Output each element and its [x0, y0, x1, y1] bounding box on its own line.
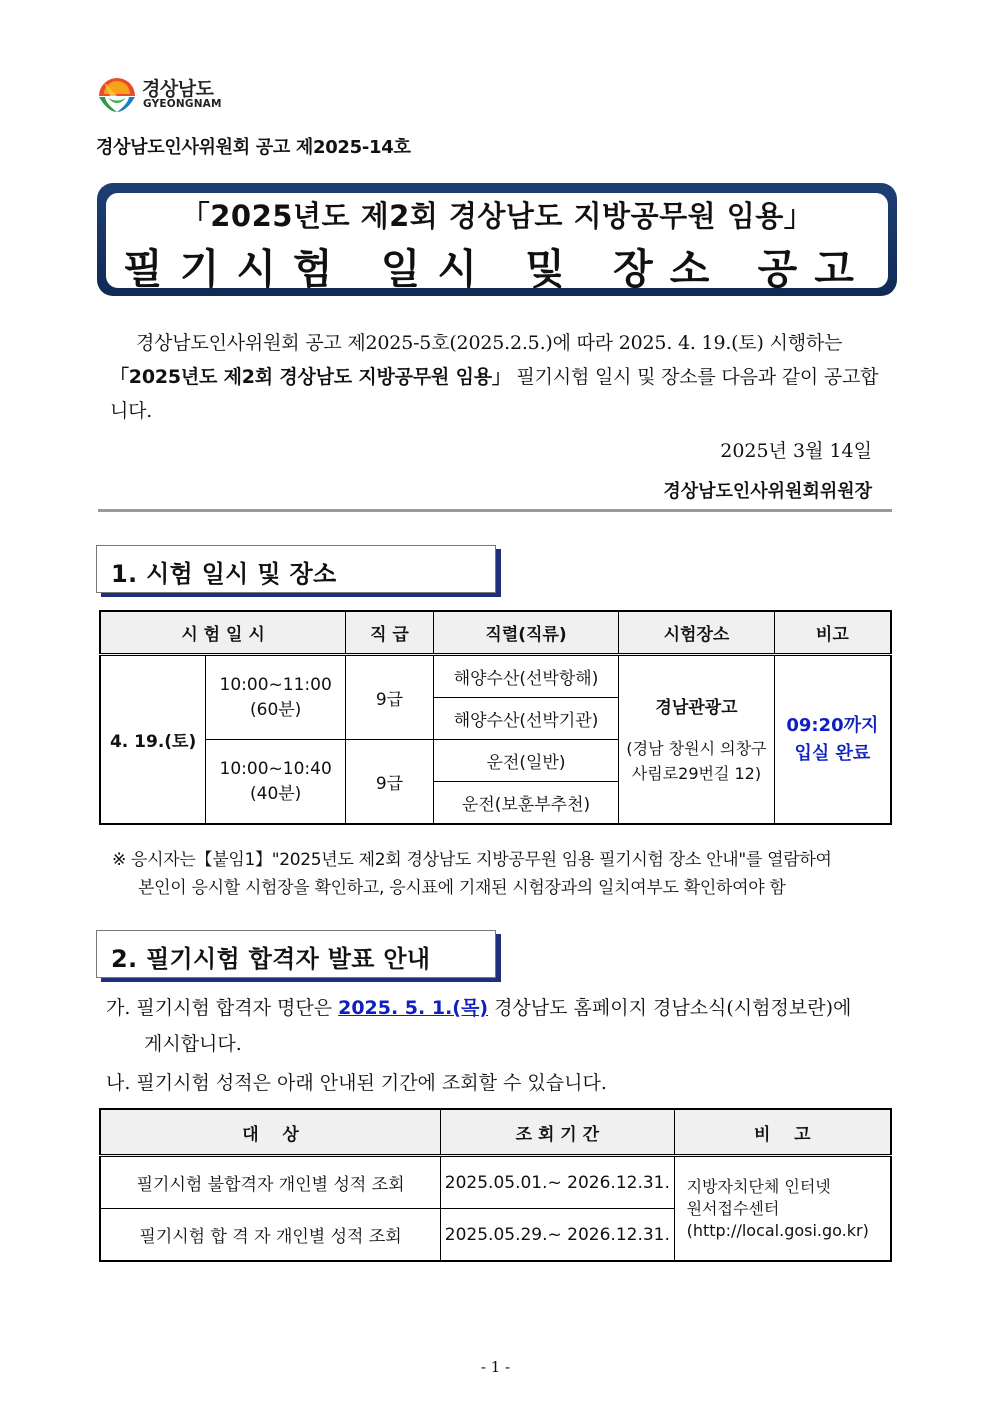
score-inquiry-table: [99, 1108, 892, 1262]
exam-grade: 9급: [346, 655, 434, 740]
item-ga: [106, 990, 896, 1062]
intro-text-1: 경상남도인사위원회 공고 제2025-5호(2025.2.5.)에 따라 2025. 4. 19.(토) 시행하는: [136, 332, 843, 354]
table-header-row: [100, 611, 891, 655]
header-remark: 비고: [774, 611, 891, 655]
item-ga-prefix: 가. 필기시험 합격자 명단은: [106, 997, 339, 1019]
venue-name: 경남관광고: [655, 698, 738, 718]
table-row: [100, 1156, 891, 1209]
signer: 경상남도인사위원회위원장: [663, 481, 872, 502]
inquiry-target: 필기시험 불합격자 개인별 성적 조회: [100, 1156, 441, 1209]
page-subtitle: 「2025년도 제2회 경상남도 지방공무원 임용」: [180, 199, 814, 233]
inquiry-period: 2025.05.29.~ 2026.12.31.: [441, 1209, 674, 1262]
item-ga-line-2: 게시합니다.: [144, 1033, 242, 1055]
exam-schedule-table: [99, 610, 892, 825]
gyeongnam-logo: [96, 72, 226, 118]
note-line-2: 본인이 응시할 시험장을 확인하고, 응시표에 기재된 시험장과의 일치여부도 확인하여야 함: [138, 878, 786, 898]
inquiry-remark-cell: [674, 1156, 891, 1262]
exam-time: 10:00~11:00: [219, 674, 332, 695]
exam-duration: (40분): [250, 783, 302, 804]
header-period: 조 회 기 간: [441, 1109, 674, 1156]
logo-english-text: GYEONGNAM: [143, 98, 222, 110]
note-line-1: ※ 응시자는【붙임1】"2025년도 제2회 경상남도 지방공무원 임용 필기시험 장소 안내"를 열람하여: [112, 850, 832, 870]
exam-duration: (60분): [250, 699, 302, 720]
header-exam-datetime: 시 험 일 시: [100, 611, 346, 655]
exam-time-cell: [206, 655, 346, 740]
exam-venue-cell: [619, 655, 775, 825]
remark-url: (http://local.gosi.go.kr): [686, 1220, 869, 1240]
section-1-title: 1. 시험 일시 및 장소: [111, 560, 337, 588]
gyeongnam-emblem-icon: [96, 72, 138, 114]
page-number: - 1 -: [480, 1358, 511, 1376]
item-na: 나. 필기시험 성적은 아래 안내된 기간에 조회할 수 있습니다.: [106, 1072, 607, 1094]
exam-time: 10:00~10:40: [219, 758, 332, 779]
document-number: 경상남도인사위원회 공고 제2025-14호: [96, 137, 411, 158]
item-ga-suffix: 경상남도 홈페이지 경남소식(시험정보란)에: [488, 997, 852, 1019]
venue-address-1: (경남 창원시 의창구: [626, 739, 767, 758]
section-2-header: [96, 930, 496, 978]
inquiry-target: 필기시험 합 격 자 개인별 성적 조회: [100, 1209, 441, 1262]
exam-series: 해양수산(선박항해): [433, 655, 618, 698]
remark-line-2: 원서접수센터: [686, 1198, 780, 1218]
exam-time-cell: [206, 740, 346, 825]
exam-date: 4. 19.(토): [100, 655, 206, 825]
remark-line-1: 09:20까지: [786, 714, 879, 736]
section-1-header: [96, 545, 496, 593]
logo-korean-text: 경상남도: [142, 78, 214, 100]
venue-note: [112, 846, 902, 902]
venue-address-2: 사림로29번길 12): [631, 764, 762, 783]
header-series: 직렬(직류): [433, 611, 618, 655]
header-target: 대 상: [100, 1109, 441, 1156]
remark-line-2: 입실 완료: [794, 742, 871, 764]
announcement-date-link: 2025. 5. 1.(목): [338, 997, 489, 1019]
exam-grade: 9급: [346, 740, 434, 825]
section-2-title: 2. 필기시험 합격자 발표 안내: [111, 945, 431, 973]
table-row: [100, 655, 891, 698]
inquiry-period: 2025.05.01.~ 2026.12.31.: [441, 1156, 674, 1209]
table-header-row: [100, 1109, 891, 1156]
header-grade: 직 급: [346, 611, 434, 655]
intro-text-2: 필기시험 일시 및 장소를 다음과 같이 공고합니다.: [110, 366, 879, 422]
divider: [98, 509, 892, 512]
remark-line-1: 지방자치단체 인터넷: [686, 1176, 831, 1196]
exam-series: 운전(일반): [433, 740, 618, 782]
header-remark: 비 고: [674, 1109, 891, 1156]
intro-paragraph: [110, 326, 882, 428]
header-venue: 시험장소: [619, 611, 775, 655]
exam-series: 운전(보훈부추천): [433, 782, 618, 825]
remark-cell: [774, 655, 891, 825]
page-title: 필기시험 일시 및 장소 공고: [123, 245, 871, 293]
exam-series: 해양수산(선박기관): [433, 698, 618, 740]
intro-bold-title: 「2025년도 제2회 경상남도 지방공무원 임용」: [110, 366, 511, 388]
announcement-date: 2025년 3월 14일: [720, 440, 872, 462]
